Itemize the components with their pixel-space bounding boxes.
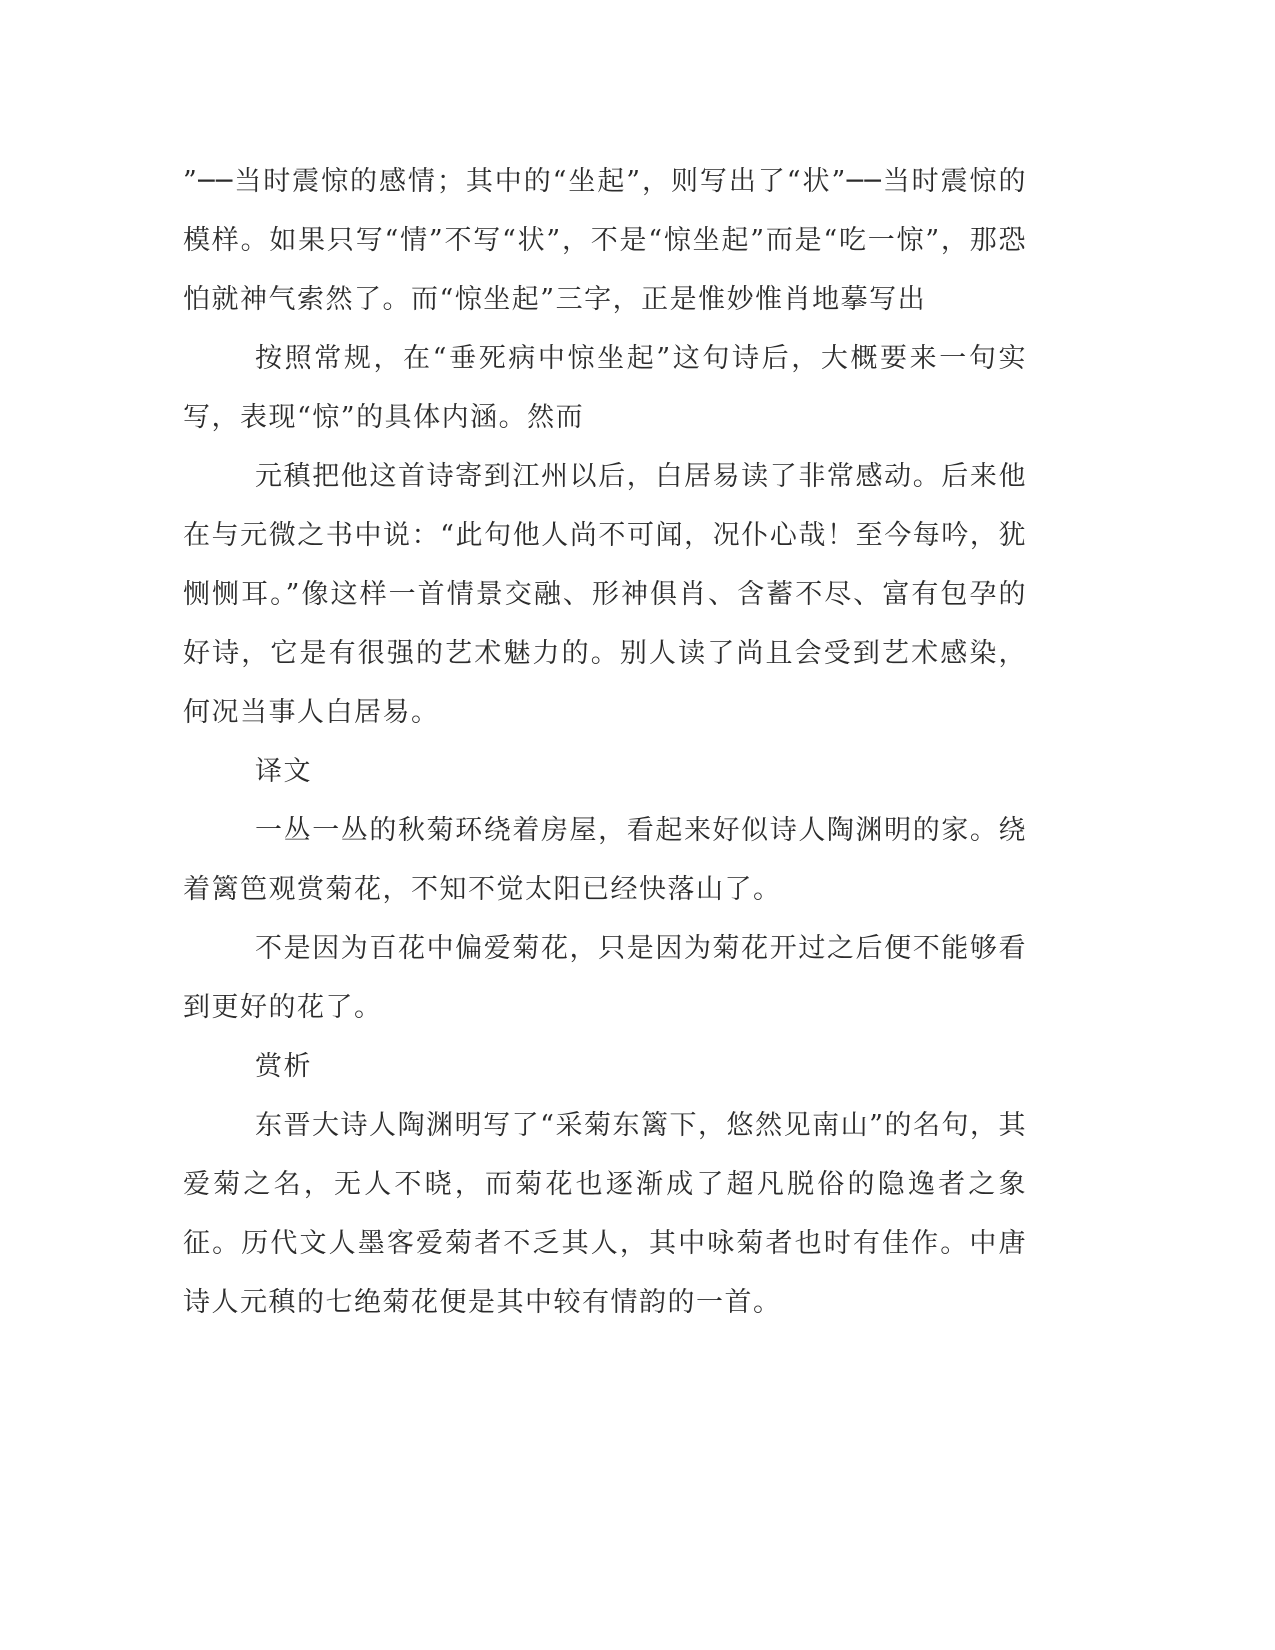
section-heading-appreciation: 赏析	[255, 1051, 312, 1082]
paragraph-4: 一丛一丛的秋菊环绕着房屋，看起来好似诗人陶渊明的家。绕着篱笆观赏菊花，不知不觉太阳已经快落山了。	[183, 815, 1027, 905]
section-heading-translation: 译文	[255, 756, 312, 787]
paragraph-6: 东晋大诗人陶渊明写了“采菊东篱下，悠然见南山”的名句，其爱菊之名，无人不晓，而菊花也逐渐成了超凡脱俗的隐逸者之象征。历代文人墨客爱菊者不乏其人，其中咏菊者也时有佳作。中唐诗人元稹的七绝菊花便是其中较有情韵的一首。	[183, 1110, 1027, 1318]
paragraph-2: 按照常规，在“垂死病中惊坐起”这句诗后，大概要来一句实写，表现“惊”的具体内涵。然而	[183, 343, 1027, 433]
paragraph-1: ”──当时震惊的感情；其中的“坐起”，则写出了“状”──当时震惊的模样。如果只写“情”不写“状”，不是“惊坐起”而是“吃一惊”，那恐怕就神气索然了。而“惊坐起”三字，正是惟妙惟肖地摹写出	[183, 166, 1027, 315]
paragraph-5: 不是因为百花中偏爱菊花，只是因为菊花开过之后便不能够看到更好的花了。	[183, 933, 1027, 1023]
paragraph-3: 元稹把他这首诗寄到江州以后，白居易读了非常感动。后来他在与元微之书中说：“此句他人尚不可闻，况仆心哉！至今每吟，犹恻恻耳。”像这样一首情景交融、形神俱肖、含蓄不尽、富有包孕的好诗，它是有很强的艺术魅力的。别人读了尚且会受到艺术感染，何况当事人白居易。	[183, 461, 1027, 728]
document-body	[183, 152, 1027, 1332]
